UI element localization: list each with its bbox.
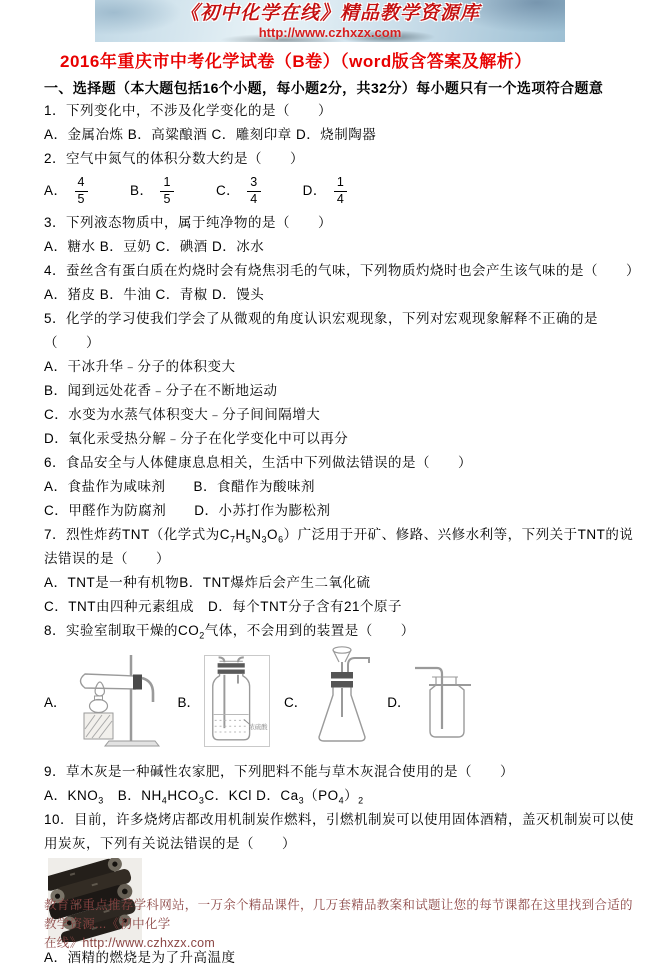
question-9-stem: 9．草木灰是一种碱性农家肥，下列肥料不能与草木灰混合使用的是（ ） — [44, 764, 515, 779]
fraction-numerator: 3 — [247, 176, 260, 191]
question-4-stem: 4．蚕丝含有蛋白质在灼烧时会有烧焦羽毛的气味，下列物质灼烧时也会产生该气味的是（ ） — [44, 263, 641, 278]
figure-label-c: C． — [284, 695, 308, 710]
footer-url-link[interactable]: http://www.czhxzx.com — [82, 936, 216, 950]
q8-apparatus-figure — [44, 646, 642, 756]
question-6-options-ab: A．食盐作为咸味剂 B．食醋作为酸味剂 — [44, 479, 316, 494]
page-footer — [44, 896, 642, 953]
fraction — [160, 176, 173, 205]
figure-label-a: A． — [44, 695, 67, 710]
footer-line-2-prefix: 在线》 — [44, 936, 83, 950]
exam-title: 2016年重庆市中考化学试卷（B卷）（word版含答案及解析） — [60, 52, 532, 71]
question-7-options-ab: A．TNT是一种有机物B．TNT爆炸后会产生二氧化硫 — [44, 575, 371, 590]
option-label: C． — [215, 183, 241, 198]
apparatus-d-gas-collecting-bottle-icon — [415, 662, 471, 740]
question-5-option-b: B．闻到远处花香﹣分子在不断地运动 — [44, 383, 278, 398]
fraction-denominator: 5 — [77, 191, 85, 206]
question-1-options: A．金属冶炼 B．高粱酿酒 C．雕刻印章 D．烧制陶器 — [44, 127, 377, 142]
option-label: D． — [302, 183, 327, 198]
question-7-stem: 7．烈性炸药TNT（化学式为$C_7H_5N_3O_6$）广泛用于开矿、修路、兴修水利等，下列关于TNT的说法错误的是（ ） — [44, 527, 634, 566]
reagent-label: 浓硫酸 — [248, 724, 268, 732]
banner-url-link[interactable]: http://www.czhxzx.com — [258, 25, 402, 40]
question-5-option-a: A．干冰升华﹣分子的体积变大 — [44, 359, 236, 374]
fraction-numerator: 1 — [334, 176, 347, 191]
question-5-stem: 5．化学的学习使我们学会了从微观的角度认识宏观现象，下列对宏观现象解释不正确的是（ ） — [44, 311, 599, 350]
option-d-fraction — [303, 176, 348, 205]
fraction — [247, 176, 260, 205]
banner-title: 《初中化学在线》精品教学资源库 — [179, 3, 480, 24]
question-5-option-d: D．氧化汞受热分解﹣分子在化学变化中可以再分 — [44, 431, 349, 446]
footer-line-1: 教育部重点推荐学科网站，一万余个精品课件，几万套精品教案和试题让您的每节课都在这里找到合适的教学资源...《初中化学 — [44, 898, 633, 931]
fraction-numerator: 1 — [160, 176, 173, 191]
fraction — [334, 176, 347, 205]
option-label: B． — [129, 183, 154, 198]
question-2-stem: 2．空气中氮气的体积分数大约是（ ） — [44, 151, 305, 166]
option-c-fraction — [216, 176, 261, 205]
apparatus-a-test-tube-heating-icon — [71, 651, 166, 751]
figure-label-d: D． — [387, 695, 411, 710]
question-10-stem: 10．目前，许多烧烤店都改用机制炭作燃料，引燃机制炭可以使用固体酒精，盖灭机制炭可以使用炭灰，下列有关说法错误的是（ ） — [44, 812, 635, 851]
option-label: A． — [44, 183, 68, 198]
question-1-stem: 1．下列变化中，不涉及化学变化的是（ ） — [44, 103, 333, 118]
fraction — [75, 176, 88, 205]
question-5-option-c: C．水变为水蒸气体积变大﹣分子间间隔增大 — [44, 407, 321, 422]
question-4-options: A．猪皮 B．牛油 C．青椒 D．馒头 — [44, 287, 265, 302]
fraction-denominator: 4 — [250, 191, 258, 206]
apparatus-c-gas-generator-flask-icon — [311, 645, 373, 757]
question-9-options: A．$KNO_3$ B．$NH_4HCO_3C$．KCl D．$Ca_3(PO_4)_2$ — [44, 788, 364, 806]
fraction-denominator: 5 — [163, 191, 171, 206]
figure-label-b: B． — [177, 695, 201, 710]
question-10-option-a: A．酒精的燃烧是为了升高温度 — [44, 950, 236, 965]
option-b-fraction — [130, 176, 174, 205]
question-6-options-cd: C．甲醛作为防腐剂 D．小苏打作为膨松剂 — [44, 503, 331, 518]
question-7-options-cd: C．TNT由四种元素组成 D．每个TNT分子含有21个原子 — [44, 599, 402, 614]
site-banner — [95, 0, 565, 42]
fraction-denominator: 4 — [336, 191, 345, 206]
fraction-numerator: 4 — [75, 176, 88, 191]
apparatus-b-gas-washing-bottle-icon — [204, 655, 270, 747]
footer-line-2 — [44, 934, 642, 953]
question-3-stem: 3．下列液态物质中，属于纯净物的是（ ） — [44, 215, 333, 230]
option-a-fraction — [44, 176, 88, 205]
question-6-stem: 6．食品安全与人体健康息息相关，生活中下列做法错误的是（ ） — [44, 455, 473, 470]
question-3-options: A．糖水 B．豆奶 C．碘酒 D．冰水 — [44, 239, 265, 254]
question-2-options — [44, 171, 642, 211]
question-8-stem: 8．实验室制取干燥的$CO_2$气体，不会用到的装置是（ ） — [44, 623, 415, 641]
section-heading: 一、选择题（本大题包括16个小题，每小题2分，共32分）每小题只有一个选项符合题意 — [44, 80, 604, 96]
